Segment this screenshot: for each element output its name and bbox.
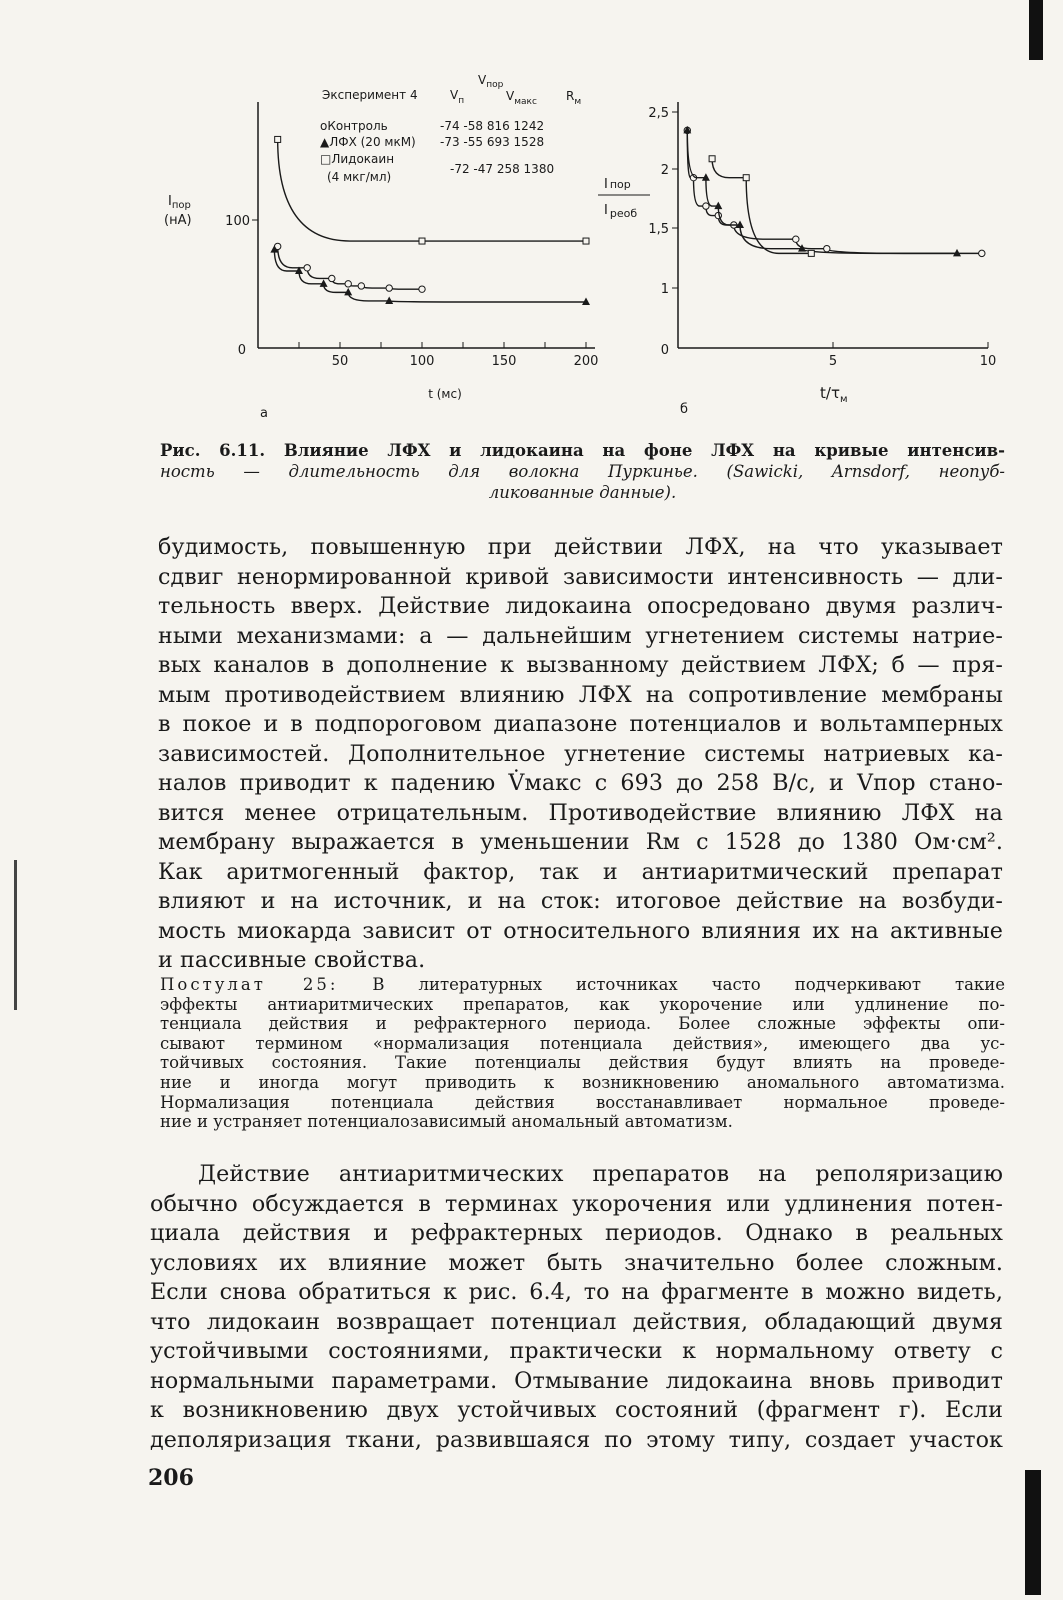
data-point-triangle (702, 173, 710, 181)
series-line-triangle (274, 250, 586, 302)
paragraph-line: сдвиг ненормированной кривой зависимости интенсивность — дли- (158, 563, 1003, 590)
series-line-circle (687, 130, 982, 253)
series-line-triangle (687, 130, 957, 253)
panel-b-xtick-5: 5 (828, 354, 838, 369)
paragraph-line: ными механизмами: а — дальнейшим угнетением системы натрие- (158, 622, 1003, 649)
data-point-square (808, 250, 814, 256)
panel-b (598, 102, 996, 417)
paragraph-line: условиях их влияние может быть значительно более сложным. (150, 1249, 1003, 1276)
legend-row-control-values: -74 -58 816 1242 (440, 119, 545, 133)
legend-vp: $V_п$ (450, 88, 465, 106)
paragraph-line: циала действия и рефрактерных периодов. Однако в реальных (150, 1220, 1003, 1246)
data-point-triangle (320, 279, 328, 287)
data-point-circle (419, 286, 425, 292)
panel-b-label: б (680, 402, 689, 417)
postulate-line: сывают термином «нормализация потенциала действия», имеющего два ус- (160, 1033, 1005, 1053)
paragraph-line: мым противодействием влиянию ЛФХ на сопротивление мембраны (158, 681, 1003, 708)
paragraph-line: вых каналов в дополнение к вызванному действием ЛФХ; б — пря- (158, 652, 1003, 678)
paragraph-line: в покое и в подпороговом диапазоне потенциалов и вольтамперных (158, 711, 1003, 737)
panel-b-ytick-2: 2 (660, 163, 669, 178)
data-point-triangle (953, 249, 961, 257)
data-point-square (709, 156, 715, 162)
paragraph-line: тельность вверх. Действие лидокаина опосредовано двумя различ- (158, 593, 1003, 619)
panel-a-ytick-0-label: 0 (237, 343, 246, 358)
legend-row-lidocaine-dose: (4 мкг/мл) (327, 170, 392, 184)
postulate-25 (160, 975, 1005, 1132)
caption-number: Рис. 6.11. (160, 441, 266, 460)
data-point-triangle (714, 202, 722, 210)
panel-a-xtick-200: 200 (573, 354, 599, 369)
legend-vpor: $V_{пор}$ (478, 73, 504, 90)
panel-a-xtick-100: 100 (409, 354, 435, 369)
paragraph-line: влияют и на источник, и на сток: итоговое действие на возбуди- (158, 888, 1003, 914)
paragraph-line: Если снова обратиться к рис. 6.4, то на фрагменте в можно видеть, (150, 1279, 1003, 1305)
paragraph-line: нормальными параметрами. Отмывание лидокаина вновь приводит (150, 1367, 1003, 1394)
panel-b-xtick-10: 10 (979, 354, 997, 369)
paragraph-line: что лидокаин возвращает потенциал действия, обладающий двумя (150, 1308, 1003, 1335)
postulate-text: В литературных источниках часто подчеркивают такие (372, 975, 1005, 994)
panel-a-label: а (260, 406, 268, 421)
page-number: 206 (148, 1465, 194, 1491)
caption-title: Влияние ЛФХ и лидокаина на фоне ЛФХ на кривые интенсив- (283, 441, 1005, 460)
paragraph-1 (158, 533, 1003, 976)
legend-exp: Эксперимент 4 (322, 88, 418, 102)
data-point-square (275, 136, 281, 142)
panel-b-ratio-den: I $_{реоб}$ (604, 203, 638, 220)
paragraph-line: налов приводит к падению V̇макс с 693 до 258 В/с, и Vпор стано- (158, 770, 1003, 796)
data-point-circle (304, 265, 310, 271)
data-point-square (419, 238, 425, 244)
paragraph-line: зависимостей. Дополнительное угнетение системы натриевых ка- (158, 740, 1003, 767)
data-point-circle (824, 245, 830, 251)
paragraph-line: и пассивные свойства. (158, 947, 426, 973)
postulate-line: эффекты антиаритмических препаратов, как укорочение или удлинение по- (160, 994, 1005, 1014)
data-point-circle (329, 275, 335, 281)
panel-a-xtick-50: 50 (331, 354, 349, 369)
data-point-triangle (344, 288, 352, 296)
paragraph-line: деполяризация ткани, развившаяся по этому типу, создает участок (150, 1426, 1003, 1453)
panel-b-series (683, 126, 985, 257)
panel-b-ytick-0: 0 (660, 343, 669, 358)
data-point-square (743, 175, 749, 181)
panel-a-ylabel: $I_{пор}$ (168, 194, 191, 211)
paragraph-line: вится менее отрицательным. Противодействие влиянию ЛФХ на (158, 799, 1003, 826)
panel-a-xlabel: t (мс) (428, 387, 462, 401)
postulate-line: Нормализация потенциала действия восстанавливает нормальное проведе- (160, 1092, 1005, 1112)
data-point-circle (345, 281, 351, 287)
postulate-line: ние и иногда могут приводить к возникновению аномального автоматизма. (160, 1072, 1005, 1092)
paragraph-line: мембрану выражается в уменьшении Rм с 1528 до 1380 Ом·см². (158, 829, 1003, 855)
panel-a-ytick-100-label: 100 (225, 214, 250, 229)
paragraph-line: обычно обсуждается в терминах укорочения или удлинения потен- (150, 1190, 1003, 1217)
paragraph-line: к возникновению двух устойчивых состояний (фрагмент г). Если (150, 1397, 1003, 1423)
legend-row-lfh-values: -73 -55 693 1528 (440, 135, 545, 149)
legend-row-lfh: ▲ЛФХ (20 мкМ) (320, 135, 416, 149)
postulate-line-1 (160, 975, 1005, 995)
data-point-circle (358, 283, 364, 289)
data-point-triangle (582, 298, 590, 306)
paragraph-2 (150, 1160, 1003, 1455)
figure-svg (150, 62, 1015, 432)
paragraph-line: будимость, повышенную при действии ЛФХ, на что указывает (158, 534, 1003, 560)
panel-a-ylabel-unit: (нА) (164, 213, 192, 228)
scan-edge-mark (14, 860, 17, 1010)
postulate-label: Постулат 25: (160, 975, 339, 994)
figure-6-11 (150, 62, 1015, 432)
postulate-line: ние и устраняет потенциалозависимый аномальный автоматизм. (160, 1112, 733, 1132)
data-point-circle (979, 250, 985, 256)
paragraph-line: Как аритмогенный фактор, так и антиаритмический препарат (158, 858, 1003, 885)
caption-line-3: ликованные данные). (488, 483, 677, 502)
legend-row-control: оКонтроль (320, 119, 388, 133)
legend-vmax: $V_{макс}$ (506, 89, 537, 107)
postulate-line: тойчивых состояния. Такие потенциалы действия будут влиять на проведе- (160, 1053, 1005, 1073)
caption-line-2: ность — длительность для волокна Пуркинье. (Sawicki, Arnsdorf, неопуб- (160, 462, 1005, 481)
legend-row-lidocaine-values: -72 -47 258 1380 (450, 162, 555, 176)
caption-line-1 (160, 440, 1005, 461)
data-point-circle (386, 285, 392, 291)
scan-edge-mark (1025, 1470, 1041, 1595)
legend-row-lidocaine: □Лидокаин (320, 152, 395, 166)
data-point-triangle (385, 296, 393, 304)
paragraph-line: устойчивыми состояниями, практически к нормальному ответу с (150, 1338, 1003, 1364)
panel-b-ratio-num: I пор (604, 177, 631, 192)
paragraph-line: Действие антиаритмических препаратов на реполяризацию (198, 1161, 1003, 1187)
figure-caption (160, 440, 1005, 503)
panel-b-ytick-15: 1,5 (648, 222, 669, 237)
panel-b-ytick-25: 2,5 (648, 106, 669, 121)
scan-edge-mark (1029, 0, 1043, 60)
panel-b-xlabel: $t/\tau_м$ (820, 384, 848, 405)
data-point-circle (703, 203, 709, 209)
panel-a (164, 73, 598, 421)
postulate-line: тенциала действия и рефрактерного периода. Более сложные эффекты опи- (160, 1014, 1005, 1034)
data-point-circle (793, 236, 799, 242)
panel-b-ytick-1: 1 (660, 282, 669, 297)
paragraph-line: мость миокарда зависит от относительного влияния их на активные (158, 917, 1003, 944)
panel-a-xtick-150: 150 (491, 354, 517, 369)
legend-rm: $R_м$ (566, 89, 582, 107)
data-point-square (583, 238, 589, 244)
